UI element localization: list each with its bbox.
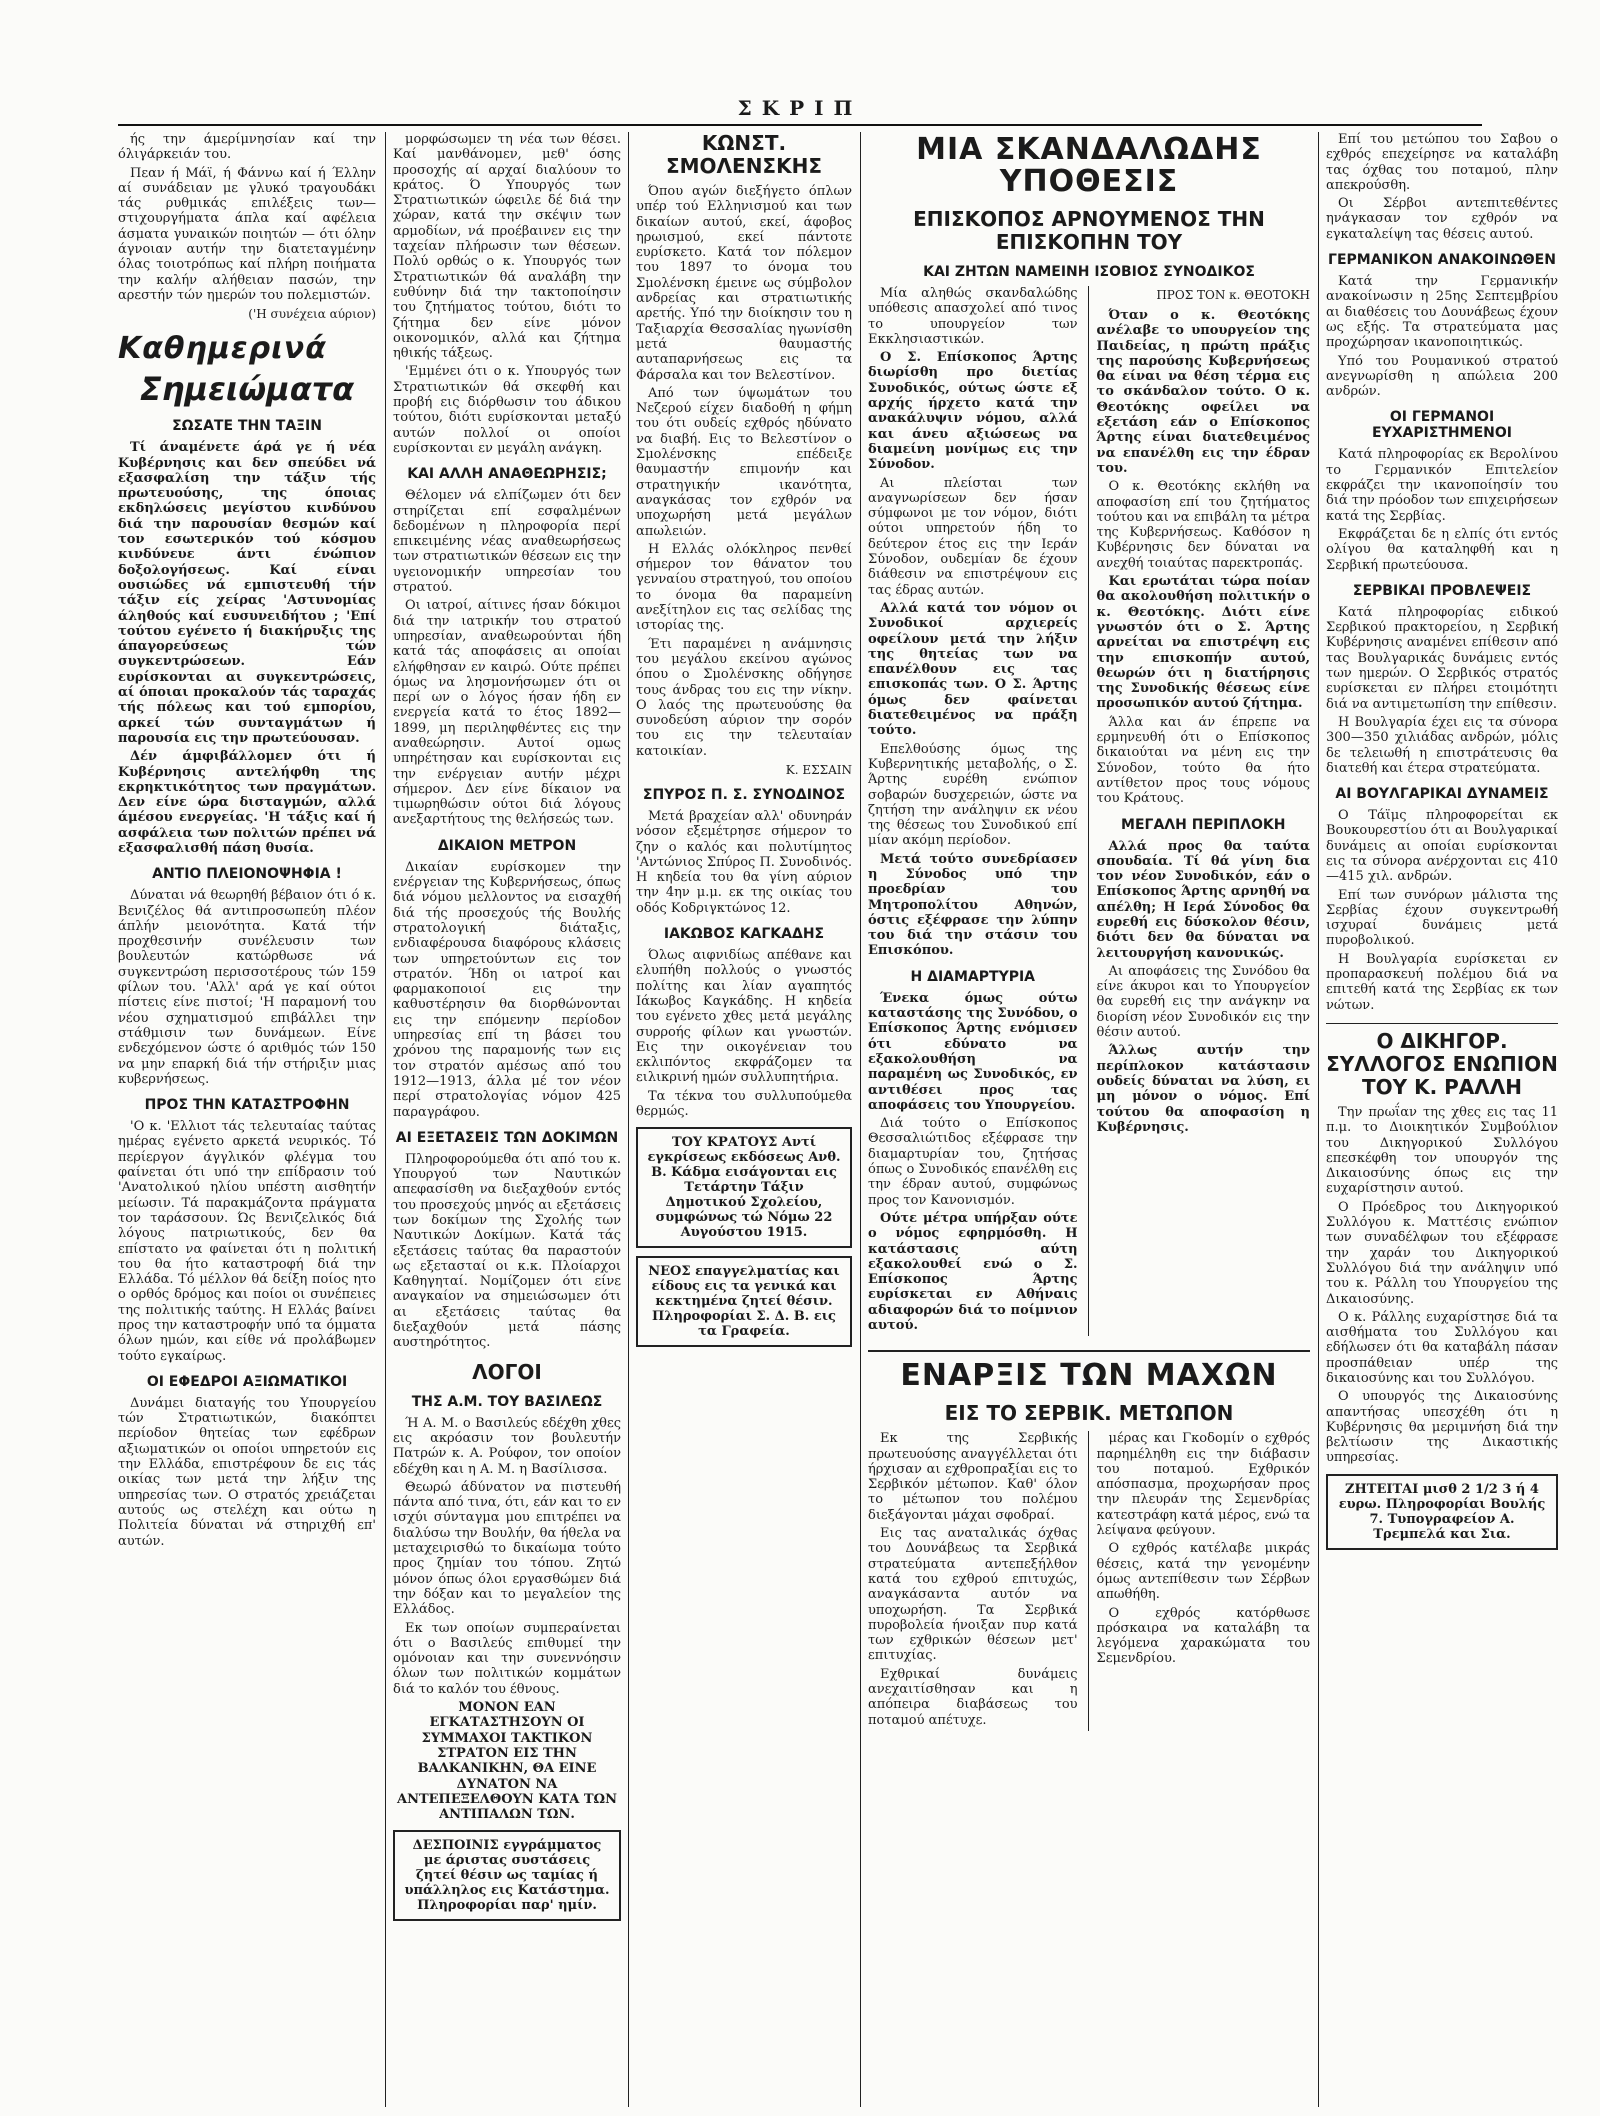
article-text: Η Ελλάς ολόκληρος πενθεί σήμερον τον θάνατον του γενναίου στρατηγού, του οποίου το όνομα θα παραμείνη ανεξίτηλον εις τας σελίδας της ιστορίας της. [636, 541, 852, 634]
section-subtitle: Σημειώματα [139, 370, 355, 409]
headline: ΣΩΣΑΤΕ ΤΗΝ ΤΑΞΙΝ [172, 418, 322, 435]
notice-box: ΤΟΥ ΚΡΑΤΟΥΣ Αντί εγκρίσεως εκδόσεως Ανθ. Β. Κάδμα εισάγονται εις Τετάρτην Τάξιν Δημοτικού Σχολείου, συμφώνως τώ Νόμω 22 Αυγούστου 1915. [636, 1127, 852, 1248]
author-signature: Κ. ΕΣΣΑΙΝ [785, 762, 852, 777]
ad-info: Πληροφορίαι παρ' ημίν. [417, 1898, 597, 1914]
article-text: Οι ιατροί, αίτινες ήσαν δόκιμοι διά την ιατρικήν του στρατού υπηρεσίαν, αναθεωρούνται ήδη κατά τάς αποφάσεις αι οποίαι ελήφθησαν εν καιρώ. Ούτε πρέπει όμως να λησμονήσωμεν ότι οι περί ων ο λόγος ήσαν ήδη εν ενεργεία κατά το έτος 1892—1899, μη περιληφθέντες εις την αναθεώρησιν. Αυτοί ομως υπηρέτησαν και ευρίσκονται εις την ενέργειαν αυτήν μέχρι σήμερον. Δεν είνε δίκαιον να τιμωρηθώσιν ούτοι διά λόγους ανεξαρτήτους της θελήσεώς των. [393, 598, 621, 828]
article-text: Ο υπουργός της Δικαιοσύνης απαντήσας υπεσχέθη ότι η Κυβέρνησις θα μεριμνήση διά την βελτίωσιν της Δικαστικής υπηρεσίας. [1326, 1389, 1558, 1466]
column-2 [393, 132, 621, 2107]
article-text: Τί άναμένετε άρά γε ή νέα Κυβέρνησις και δεν σπεύδει νά εξασφαλίση την τάξιν τής πρωτευούσης, της όποιας εκδηλώσεις μεγίστου κινδύνου διά την παρουσίαν θεσμών καί τον εσωτερικόν τού κόσμου κινδύνευε άντι ένώπιον δοξολογήσεως. Καί είναι ουσιώδες νά εμπιστευθή τήν τάξιν είς χείρας 'Αστυνομίας άληθούς καί ευσυνειδήτου ; 'Επί τούτου εγένετο ή διακήρυξις της άπαγορεύσεως τών συγκεντρώσεων. Εάν ευρίσκονται αι συγκεντρώσεις, αί όποιαι προκαλούν τάς ταραχάς τής πόλεως και τού εμπορίου, αρκεί τών συνταγμάτων ή παρουσία εις την πρωτεύουσαν. [118, 440, 376, 746]
article-text: Ο εχθρός κατέλαβε μικράς θέσεις, κατά την γενομένην όμως αντεπίθεσιν των Σέρβων απωθήθη. [1096, 1541, 1310, 1603]
headline: Η ΔΙΑΜΑΡΤΥΡΙΑ [910, 968, 1036, 985]
article-text: Θέλομεν νά ελπίζωμεν ότι δεν στηρίζεται επί εσφαλμένων δεδομένων η πληροφορία περί επικειμένης νέας αναθεωρήσεως των στρατιωτικών θέσεων εις την υγειονομικήν υπηρεσίαν του στρατού. [393, 488, 621, 596]
headline-sub: ΤΗΣ Α.Μ. ΤΟΥ ΒΑΣΙΛΕΩΣ [411, 1393, 603, 1410]
article-text: Δύναται νά θεωρηθή βέβαιον ότι ό κ. Βενιζέλος θά αντιπροσωπεύη πλέον άπλήν μειονότητα. Κατά τήν προχθεσινήν συνέλευσιν των βουλευτών κατώρθωσε νά συγκεντρώση περισσοτέρους τών 159 φίλων του. 'Αλλ' αρά γε καί ούτοι πίστεις είνε πιστοί; 'Η παραμονή του νέου σχηματισμού επιβάλλει την στάθμισιν των δυνάμεων. Είνε ενδεχόμενον ώστε ό αριθμός τών 150 να μην επαρκή διά τήν στήριξιν μιας κυβερνήσεως. [118, 888, 376, 1087]
article-text: Ο Πρόεδρος του Δικηγορικού Συλλόγου κ. Ματτέσις ενώπιον των συναδέλφων του εξέφρασε την χαράν του Δικηγορικού Συλλόγου διά την ανάληψιν υπό του κ. Ράλλη του Υπουργείου της Δικαιοσύνης. [1326, 1199, 1558, 1307]
column-rule [628, 132, 629, 2107]
masthead-rule [118, 124, 1482, 126]
lead-subheadline: ΕΠΙΣΚΟΠΟΣ ΑΡΝΟΥΜΕΝΟΣ ΤΗΝ ΕΠΙΣΚΟΠΗΝ ΤΟΥ [913, 207, 1265, 254]
article-text: Κατά την Γερμανικήν ανακοίνωσιν η 25ης Σεπτεμβρίου αι διαθέσεις του Δουνάβεως έχουν ως εξής. Τα στρατεύματα μας προχώρησαν ικανοποιητικώς. [1326, 274, 1558, 351]
classified-ad: ΝΕΟΣ επαγγελματίας και είδους εις τα γενικά και κεκτημένα ζητεί θέσιν. Πληροφορίαι Σ. Δ. Β. εις τα Γραφεία. [636, 1256, 852, 1347]
column-1 [118, 132, 376, 2107]
lead-subheadline-2: ΚΑΙ ΖΗΤΩΝ ΝΑΜΕΙΝΗ ΙΣΟΒΙΟΣ ΣΥΝΟΔΙΚΟΣ [923, 264, 1255, 280]
article-text: Ο εχθρός κατόρθωσε πρόσκαιρα να καταλάβη τα λεγόμενα χαρακώματα του Σεμενδρίου. [1096, 1605, 1310, 1667]
article-text: Τα τέκνα του συλλυπούμεθα θερμώς. [636, 1088, 852, 1120]
article-text: Κατά πληροφορίας ειδικού Σερβικού πρακτορείου, η Σερβική Κυβέρνησις αναμένει επίθεσιν από τας Βουλγαρικάς δυνάμεις εντός των ημερών. Ο Σερβικός στρατός ευρίσκεται εν πλήρει ετοιμότητι διά να αντιμετωπίση την επίθεσιν. [1326, 604, 1558, 712]
column-rule [860, 132, 861, 2107]
continuation-note: ('Η συνέχεια αύριον) [248, 307, 376, 322]
article-text: Από των ύψωμάτων του Νεζερού είχεν διαδοθή η φήμη του ότι ουδείς εχθρός ηδύνατο να διαβή. Εις το Βελεστίνον ο Σμολένσκης επέδειξε θαυμαστήν επιμονήν και στρατηγικήν ικανότητα, αναγκάσας τον εχθρόν να υποχωρήση μετά μεγάλων απωλειών. [636, 385, 852, 539]
article-text: Ο Τάϊμς πληροφορείται εκ Βουκουρεστίου ότι αι Βουλγαρικαί δυνάμεις αι οποίαι ευρίσκονται εις τα σύνορα ανέρχονται εις 410—415 χιλ. ανδρών. [1326, 808, 1558, 885]
masthead: ΣΚΡΙΠ [737, 96, 863, 120]
article-text: Άλλα και άν έπρεπε να ερμηνευθή ότι ο Επίσκοπος δικαιούται να μένη εις την Σύνοδον, τούτο θα ήτο αντίθετον προς τους νόμους του Κράτους. [1096, 714, 1310, 807]
headline: ΑΙ ΒΟΥΛΓΑΡΙΚΑΙ ΔΥΝΑΜΕΙΣ [1335, 786, 1549, 803]
article-text: Επί των συνόρων μάλιστα της Σερβίας έχουν συγκεντρωθή ισχυραί δυνάμεις μετά πυροβολικού. [1326, 887, 1558, 949]
article-text: Ούτε μέτρα υπήρξαν ούτε ο νόμος εφηρμόσθη. Η κατάστασις αύτη εξακολουθεί ενώ ο Σ. Επίσκοπος Άρτης ευρίσκεται εν Αθήναις αδιαφορών διά το ποίμνιον αυτού. [868, 1210, 1078, 1333]
article-text: Ο Σ. Επίσκοπος Άρτης διωρίσθη προ διετίας Συνοδικός, ούτως ώστε εξ αρχής ήρχετο κατά την ανακάλυψιν νόμου, αλλά και άνευ αξιώσεως να διαμείνη μονίμως εις την Σύνοδον. [868, 350, 1078, 473]
column-rule [1318, 132, 1319, 2107]
article-text: Ή Α. Μ. ο Βασιλεύς εδέχθη χθες εις ακρόασιν τον βουλευτήν Πατρών κ. Α. Ρούφον, τον οποίον εδέχθη και η Α. Μ. η Βασίλισσα. [393, 1415, 621, 1477]
article-text: Αλλά κατά τον νόμον οι Συνοδικοί αρχιερείς οφείλουν μετά την λήξιν της θητείας των να επανέλθουν εις τας επισκοπάς των. Ο Σ. Άρτης όμως δεν φαίνεται διατεθειμένος να πράξη τούτο. [868, 600, 1078, 739]
article-text: Πεαν ή Μάϊ, ή Φάννω καί ή Έλλην αί συνάδειαν με γλυκό τραγουδάκι τάς ρυθμικάς επιλέξεις των—στιχουργήματα άπλα καί αφέλεια άσματα γυναικών ποιητών — ότι όλην άγνοιαν αυτήν την διατεταγμένην όλας τοιοτρόπως καί πλήρη ποιήματα την καλήν αλήθειαν πασών, την αρεστήν τών ημερών του πολεμιστών. [118, 165, 376, 303]
war-column-left [868, 1431, 1078, 1731]
article-text: Δυνάμει διαταγής του Υπουργείου τών Στρατιωτικών, διακόπτει περίοδον θητείας των εφέδρων αξιωματικών οι οποίοι υπηρετούν εις την Ελλάδα, επιστρέφουν δε εις τάς οικίας των μετά την λήξιν της υπηρεσίας των. Ο στρατός χρειάζεται αυτούς ως στελέχη και ούτω η Πολιτεία δύναται νά στηριχθή επ' αυτών. [118, 1395, 376, 1549]
article-text: Μετά τούτο συνεδρίασεν η Σύνοδος υπό την προεδρίαν του Μητροπολίτου Αθηνών, όστις εξέφρασε την λύπην του διά την στάσιν του Επισκόπου. [868, 851, 1078, 959]
article-text: Θεωρώ άδύνατον να πιστευθή πάντα από τινα, ότι, εάν και το εν ισχύι σύνταγμα μου επιτρέπει να διαλύσω την Βουλήν, θα ήθελα να μεταχειρισθώ το δικαίωμα τούτο προς ζημίαν του τόπου. Ζητώ μόνον όπως όλοι εργασθώμεν διά την δόξαν και το μεγαλείον της Ελλάδος. [393, 1479, 621, 1618]
war-headline: ΕΝΑΡΞΙΣ ΤΩΝ ΜΑΧΩΝ [868, 1350, 1310, 1392]
article-text: Οι Σέρβοι αντεπιτεθέντες ηνάγκασαν τον εχθρόν να εγκαταλείψη τας θέσεις αυτού. [1326, 196, 1558, 242]
headline: ΣΠΥΡΟΣ Π. Σ. ΣΥΝΟΔΙΝΟΣ [642, 786, 846, 803]
headline: ΙΑΚΩΒΟΣ ΚΑΓΚΑΔΗΣ [663, 926, 825, 943]
classified-ad [393, 1830, 621, 1921]
article-text: μορφώσωμεν τη νέα των θέσει. Καί μανθάνομεν, μεθ' όσης προσοχής αί αρχαί διαλύουν το κράτος. Ό Υπουργός των Στρατιωτικών ώφειλε δέ διά την χώραν, κατά την σκέψιν των αρμοδίων, νά προέβαινεν εις την ταχείαν πλήρωσιν των θέσεων. Πολύ ορθώς ο κ. Υπουργός των Στρατιωτικών θά αναλάβη την ευθύνην διά την τακτοποίησιν του ζητήματος τούτου, διότι το ζήτημα δεν είνε μόνον οικονομικόν, αλλά και ζήτημα ηθικής τάξεως. [393, 132, 621, 362]
classified-ad: ΖΗΤΕΙΤΑΙ μισθ 2 1/2 3 ή 4 ευρω. Πληροφορίαι Βουλής 7. Τυπογραφείον Α. Τρεμπελά και Σια. [1326, 1474, 1558, 1550]
article-text: Την πρωΐαν της χθες εις τας 11 π.μ. το Διοικητικόν Συμβούλιον του Δικηγορικού Συλλόγου επεσκέφθη τον υπουργόν της Δικαιοσύνης όπως εις την ευχαρίστησιν αυτού. [1326, 1104, 1558, 1197]
war-body [868, 1431, 1310, 1731]
article-text: 'Ο κ. 'Ελλιοτ τάς τελευταίας ταύτας ημέρας εγένετο αρκετά νευρικός. Τό περίεργον άγγλικόν φλέγμα του φαίνεται ότι υπό την επίδρασιν τού 'Ανατολικού ηλίου υπέστη αισθητήν μείωσιν. Τά παρακμάζοντα πράγματα τον ταράσσουν. Ώς Βενιζελικός διά λόγους πατριωτικούς, δεν θα επίστατο να φαίνεται ότι η πολιτική του θα ήτο καταστροφή διά την Ελλάδα. Τό μέλλον θά δείξη ποίος ητο ο ορθός δρόμος και ποίοι οι συνέπειες της πολιτικής ταύτης. Η Ελλάς βαίνει προς την καταστροφήν υπό τα όμματα όλων ημών, και είθε νά προλάβωμεν τούτο εγκαίρως. [118, 1119, 376, 1364]
article-text: Εις τας αναταλικάς όχθας του Δουνάβεως τα Σερβικά στρατεύματα αντεπεξήλθον κατά του εχθρού επιτυχώς, αναγκάσαντα αυτόν να υποχωρήση. Τα Σερβικά πυροβολεία ήνοιξαν πυρ κατά των εχθρικών θέσεων μετ' επιτυχίας. [868, 1526, 1078, 1664]
headline: ΑΝΤΙΟ ΠΛΕΙΟΝΟΨΗΦΙΑ ! [152, 866, 342, 883]
headline: ΠΡΟΣ ΤΗΝ ΚΑΤΑΣΤΡΟΦΗΝ [144, 1097, 350, 1114]
article-text: Έτι παραμένει η ανάμνησις του μεγάλου εκείνου αγώνος όπου ο Σμολένσκης οδήγησε τους άνδρας του εις την νίκην. Ο λαός της πρωτευούσης θα συνοδεύση αύριον την σορόν του εις την τελευταίαν κατοικίαν. [636, 636, 852, 759]
article-text: Μετά βραχείαν αλλ' οδυνηράν νόσον εξεμέτρησε σήμερον το ζην ο καλός και πολυτίμητος 'Αντώνιος Σπύρος Π. Συνοδινός. Η κηδεία του θα γίνη αύριον την 4ην μ.μ. εκ της οικίας του οδός Κοδριγκτώνος 12. [636, 808, 852, 916]
lead-column-left [868, 286, 1078, 1336]
article-text: Ο κ. Θεοτόκης εκλήθη να αποφασίση επί του ζητήματος τούτου και να επιβάλη τα μέτρα της Κυβερνήσεως. Καθόσον η Κυβέρνησις δεν δύναται να ανεχθή τοιαύτας παρεκτροπάς. [1096, 479, 1310, 571]
article-text: Αλλά προς θα ταύτα σπουδαία. Τί θά γίνη δια τον νέον Συνοδικόν, εάν ο Επίσκοπος Άρτης αρνηθή να απέλθη; Η Ιερά Σύνοδος θα ευρεθή εις δύσκολον θέσιν, διότι δεν θα δύναται να λειτουργήση κανονικώς. [1096, 838, 1310, 961]
article-text: 'Εμμένει ότι ο κ. Υπουργός των Στρατιωτικών θά σκεφθή και προβή εις διόρθωσιν του άδικου τούτου, διότι ευρίσκονται μεταξύ αυτών πολλοί οι οποίοι ευρίσκονται εν μεγάλη ανάγκη. [393, 364, 621, 456]
lead-column-right [1088, 286, 1310, 1336]
article-text: Εχθρικαί δυνάμεις ανεχαιτίσθησαν και η απόπειρα διαβάσεως του ποταμού απέτυχε. [868, 1666, 1078, 1728]
article-text: ής την άμερίμνησίαν καί την όλιγάρκειάν του. [118, 132, 376, 163]
headline: ΚΑΙ ΑΛΛΗ ΑΝΑΘΕΩΡΗΣΙΣ; [407, 466, 607, 483]
war-subheadline: ΕΙΣ ΤΟ ΣΕΡΒΙΚ. ΜΕΤΩΠΟΝ [944, 1401, 1234, 1426]
article-text: Άλλως αυτήν την περίπλοκον κατάστασιν ουδείς δύναται να λύση, ει μη μόνον ο νόμος. Επί τούτου θα αποφασίση η Κυβέρνησις. [1096, 1043, 1310, 1135]
headline: ΛΟΓΟΙ [472, 1359, 542, 1384]
article-text: Όλως αιφνιδίως απέθανε και ελυπήθη πολλούς ο γνωστός πολίτης και λίαν αγαπητός Ιάκωβος Καγκάδης. Η κηδεία του εγένετο χθες μετά μεγάλης συρροής φίλων και γνωστών. Εις την οικογένειαν του εκλιπόντος εκφράζομεν τα ειλικρινή ημών συλλυπητήρια. [636, 948, 852, 1086]
article-text: Ο κ. Ράλλης ευχαρίστησε διά τα αισθήματα του Συλλόγου και εδήλωσεν ότι θα καταβάλη πάσαν προσπάθειαν υπέρ της δικαιοσύνης και του Συλλόγου. [1326, 1309, 1558, 1386]
column-5 [1326, 132, 1558, 2107]
column-rule [385, 132, 386, 2107]
article-text: Διά τούτο ο Επίσκοπος Θεσσαλιώτιδος εξέφρασε την διαμαρτυρίαν του, ζητήσας όπως ο Συνοδικός επανέλθη εις την έδραν αυτού, συμφώνως προς τον Κανονισμόν. [868, 1116, 1078, 1208]
column-3 [636, 132, 852, 2107]
article-text: Εκ των οποίων συμπεραίνεται ότι ο Βασιλεύς επιθυμεί την ομόνοιαν και την συνεννόησιν όλων των πολιτικών κομμάτων διά το καλόν του έθνους. [393, 1620, 621, 1697]
headline: ΟΙ ΕΦΕΔΡΟΙ ΑΞΙΩΜΑΤΙΚΟΙ [146, 1373, 348, 1390]
article-text: Όταν ο κ. Θεοτόκης ανέλαβε το υπουργείον της Παιδείας, η πρώτη πράξις της παρούσης Κυβερνήσεως θα είναι να θέση τέρμα εις το σκάνδαλον τούτο. Ο κ. Θεοτόκης οφείλει να εξετάση εάν ο Επίσκοπος Άρτης είναι διατεθειμένος να επανέλθη εις την έδραν του. [1096, 308, 1310, 476]
headline: Ο ΔΙΚΗΓΟΡ. ΣΥΛΛΟΓΟΣ ΕΝΩΠΙΟΝ ΤΟΥ Κ. ΡΑΛΛΗ [1326, 1023, 1558, 1099]
article-text: Δέν άμφιβάλλομεν ότι ή Κυβέρνησις αντελήφθη της εκρηκτικότητος των πραγμάτων. Δεν είνε ώρα δισταγμών, αλλά άμέσου ενεργείας. 'Η τάξις καί ή ασφάλεια των πολιτών πρέπει νά εξασφαλισθή πάση θυσία. [118, 749, 376, 856]
article-text: Κατά πληροφορίας εκ Βερολίνου το Γερμανικόν Επιτελείον εκφράζει την ικανοποίησίν του διά την πρόοδον των επιχειρήσεων κατά της Σερβίας. [1326, 447, 1558, 524]
article-text: Δικαίαν ευρίσκομεν την ενέργειαν της Κυβερνήσεως, όπως διά νόμου μελλοντος να εισαχθή διά τής προσεχούς τής Βουλής στρατολογική διάταξις, ενδιαφέρουσα διαφόρους κλάσεις των υπηρετούντων εις τον στρατόν. Ήδη οι ιατροί και φαρμακοποιοί εις την καθυστέρησιν θα διορθώνονται εις την επόμενην περίοδον υπηρεσίας επί τη βάσει του χρόνου της παραμονής των εις τον στρατόν αμέσως από του 1912—1913, άλλα μέ τον νέον περί στρατολογίας νόμον 425 παραγράφου. [393, 859, 621, 1120]
article-text: Εκφράζεται δε η ελπίς ότι εντός ολίγου θα καταληφθή και η Σερβική πρωτεύουσα. [1326, 526, 1558, 573]
headline: ΜΕΓΑΛΗ ΠΕΡΙΠΛΟΚΗ [1121, 816, 1286, 833]
section-title: Καθημερινά [118, 331, 327, 367]
headline: ΟΙ ΓΕΡΜΑΝΟΙ ΕΥΧΑΡΙΣΤΗΜΕΝΟΙ [1372, 409, 1512, 442]
article-text: μέρας και Γκοδομίν ο εχθρός παρημέληθη εις την διάβασιν του ποταμού. Εχθρικόν απόσπασμα, προχωρήσαν προς την πλευράν της Σεμενδρίας κατεστράφη κατά μέρος, ενώ τα λείψανα φεύγουν. [1096, 1431, 1310, 1539]
article-text: Υπό του Ρουμανικού στρατού ανεγνωρίσθη η απώλεια 200 ανδρών. [1326, 353, 1558, 400]
war-column-right [1088, 1431, 1310, 1731]
headline: ΣΕΡΒΙΚΑΙ ΠΡΟΒΛΕΨΕΙΣ [1352, 582, 1532, 599]
article-text: Μία αληθώς σκανδαλώδης υπόθεσις απασχολεί από τινος το υπουργείον των Εκκλησιαστικών. [868, 286, 1078, 347]
article-text: Και ερωτάται τώρα ποίαν θα ακολουθήση πολιτικήν ο κ. Θεοτόκης. Διότι είνε γνωστόν ότι ο Σ. Άρτης αρνείται να επιστρέψη εις την επισκοπήν αυτού, θεωρών ότι η διατήρησις της Συνοδικής θέσεως είνε προσωπικόν αυτού ζήτημα. [1096, 574, 1310, 712]
article-text: Ένεκα όμως ούτω καταστάσης της Συνόδου, ο Επίσκοπος Άρτης ενόμισεν ότι εδύνατο να εξακολουθήση να παραμένη ως Συνοδικός, εν αντιθέσει προς τας αποφάσεις του Υπουργείου. [868, 990, 1078, 1113]
article-text: Αι πλείσται των αναγνωρίσεων δεν ήσαν σύμφωνοι με τον νόμον, διότι ούτοι υπηρετούν ήδη το δεύτερον έτος εις την Ιεράν Σύνοδον, ουδεμίαν δε έχουν διάθεσιν να επιστρέψουν εις τας έδρας αυτών. [868, 475, 1078, 598]
headline: ΔΙΚΑΙΟΝ ΜΕΤΡΟΝ [437, 837, 577, 854]
article-text: Η Βουλγαρία ευρίσκεται εν προπαρασκευή πολέμου διά να επιτεθή κατά της Σερβίας εκ των νώτων. [1326, 951, 1558, 1013]
headline: ΑΙ ΕΞΕΤΑΣΕΙΣ ΤΩΝ ΔΟΚΙΜΩΝ [395, 1129, 619, 1146]
subsection-label: ΠΡΟΣ ΤΟΝ κ. ΘΕΟΤΟΚΗ [1156, 288, 1310, 302]
headline: ΓΕΡΜΑΝΙΚΟΝ ΑΝΑΚΟΙΝΩΘΕΝ [1328, 252, 1556, 269]
article-text: Αι αποφάσεις της Συνόδου θα είνε άκυροι και το Υπουργείον θα ευρεθή εις την ανάγκην να διορίση νέον Συνοδικόν εις την θέσιν αυτού. [1096, 963, 1310, 1041]
ad-text: ΔΕΣΠΟΙΝΙΣ εγγράμματος με άριστας συστάσεις ζητεί θέσιν ως ταμίας ή υπάλληλος εις Κατάστημα. [404, 1838, 610, 1899]
article-text: Η Βουλγαρία έχει εις τα σύνορα 300—350 χιλιάδας ανδρών, μόλις δε τελειωθή η επιστράτευσις θα διατεθή και έτερα στρατεύματα. [1326, 714, 1558, 776]
column-4 [868, 132, 1310, 2107]
quote-text: ΜΟΝΟΝ ΕΑΝ ΕΓΚΑΤΑΣΤΗΣΟΥΝ ΟΙ ΣΥΜΜΑΧΟΙ ΤΑΚΤΙΚΟΝ ΣΤΡΑΤΟΝ ΕΙΣ ΤΗΝ ΒΑΛΚΑΝΙΚΗΝ, ΘΑ ΕΙΝΕ ΔΥΝΑΤΟΝ ΝΑ ΑΝΤΕΠΕΞΕΛΘΟΥΝ ΚΑΤΑ ΤΩΝ ΑΝΤΙΠΑΛΩΝ ΤΩΝ. [396, 1700, 618, 1823]
article-text: Επελθούσης όμως της Κυβερνητικής μεταβολής, ο Σ. Άρτης ευρέθη ενώπιον σοβαρών δυσχερειών, ώστε να ζητήση την ανάληψιν εκ νέου της θέσεως του Συνοδικού επί μίαν ακόμη περίοδον. [868, 741, 1078, 849]
article-text: Πληροφορούμεθα ότι από του κ. Υπουργού των Ναυτικών απεφασίσθη να διεξαχθούν εντός του προσεχούς μηνός αι εξετάσεις των δοκίμων της Σχολής των Ναυτικών Δοκίμων. Κατά τάς εξετάσεις ταύτας θα παραστούν ως εξετασταί οι κ.κ. Πλοίαρχοι Καθηγηταί. Νομίζομεν ότι είνε αναγκαίον να σημειώσωμεν ότι αι εξετάσεις ταύτας θα διεξαχθούν μετά πάσης αυστηρότητος. [393, 1151, 621, 1351]
headline: ΚΩΝΣΤ. ΣΜΟΛΕΝΣΚΗΣ [665, 132, 822, 178]
article-text: Όπου αγών διεξήγετο όπλων υπέρ τού Ελληνισμού και των δικαίων αυτού, εκεί, άφοβος ηρωισμού, εκεί πάντοτε ευρίσκετο. Κατά τον πόλεμον του 1897 το όνομα του Σμολένσκη έμεινε ως σύμβολον ανδρείας και στρατιωτικής αρετής. Υπό την διοίκησιν του η Ταξιαρχία Θεσσαλίας ηγωνίσθη μετά θαυμαστής αυταπαρνήσεως εις τα Φάρσαλα και τον Βελεστίνον. [636, 184, 852, 383]
lead-body [868, 286, 1310, 1336]
lead-headline: ΜΙΑ ΣΚΑΝΔΑΛΩΔΗΣ ΥΠΟΘΕΣΙΣ [916, 132, 1262, 199]
article-text: Επί του μετώπου του Σαβου ο εχθρός επεχείρησε να καταλάβη τας όχθας του ποταμού, πλην απεκρούσθη. [1326, 132, 1558, 193]
article-text: Εκ της Σερβικής πρωτευούσης αναγγέλλεται ότι ήρχισαν αι εχθροπραξίαι εις το Σερβικόν μέτωπον. Καθ' όλον το μέτωπον του πολέμου διεξάγονται μάχαι σφοδραί. [868, 1431, 1078, 1523]
